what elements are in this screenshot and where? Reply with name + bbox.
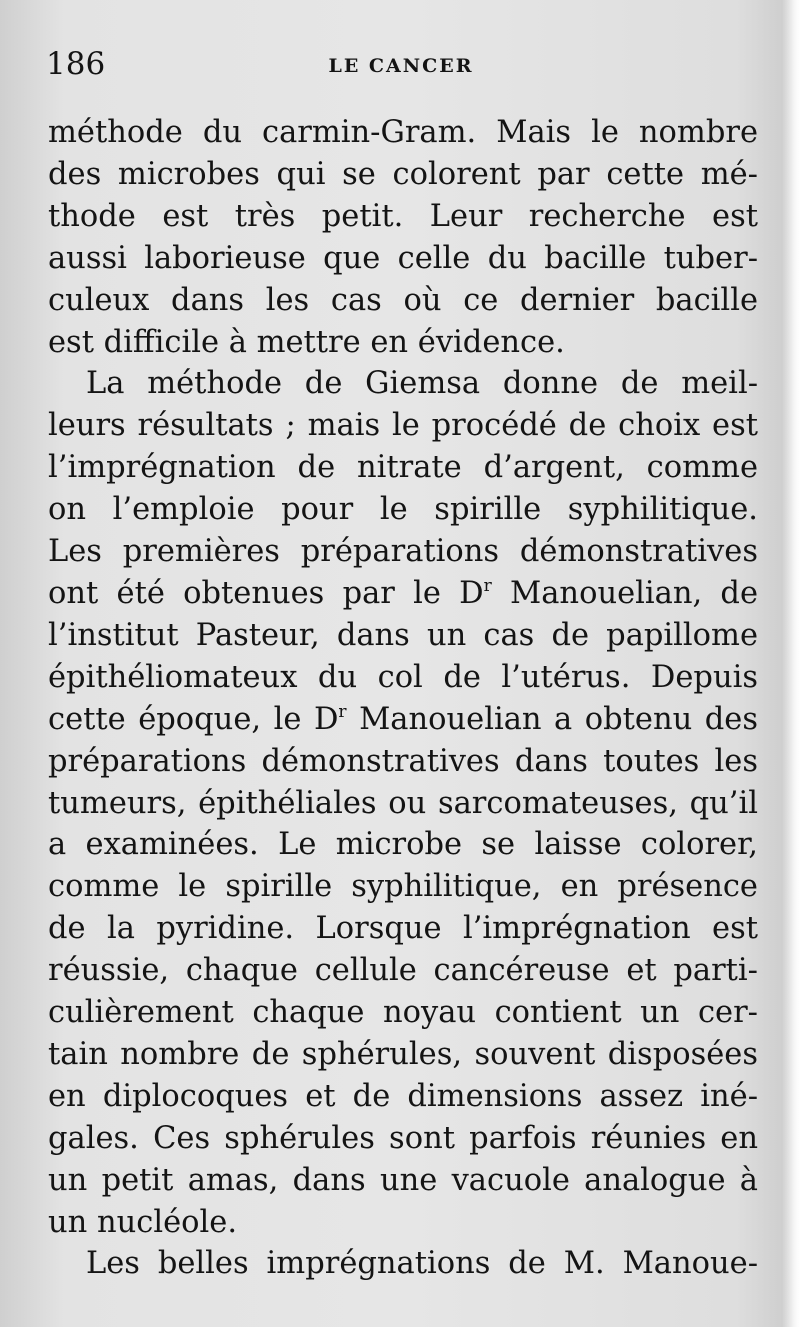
text-line: thode est très petit. Leur recherche est [48, 198, 758, 234]
text-line: a examinées. Le microbe se laisse colorer, [48, 827, 758, 863]
text-line: aussi laborieuse que celle du bacille tuber- [48, 240, 758, 276]
text-line: un nucléole. [48, 1204, 238, 1240]
text-line [48, 699, 758, 741]
text-segment: ont été obtenues par le D [48, 575, 484, 611]
page-number: 186 [46, 46, 106, 82]
text-segment: Manouelian, de [491, 575, 758, 611]
text-line: épithéliomateux du col de l’utérus. Depuis [48, 659, 758, 695]
text-line: réussie, chaque cellule cancéreuse et parti- [48, 953, 758, 989]
text-line: des microbes qui se colorent par cette mé- [48, 156, 758, 192]
text-line: Les belles imprégnations de M. Manoue- [86, 1246, 758, 1282]
text-line: l’institut Pasteur, dans un cas de papillome [48, 617, 758, 653]
text-line: tumeurs, épithéliales ou sarcomateuses, qu’il [48, 785, 758, 821]
text-line: on l’emploie pour le spirille syphilitique. [48, 492, 758, 528]
text-line: est difficile à mettre en évidence. [48, 324, 565, 360]
superscript: r [483, 575, 492, 596]
text-line: La méthode de Giemsa donne de meil- [86, 366, 758, 402]
text-line: de la pyridine. Lorsque l’imprégnation est [48, 911, 758, 947]
text-segment: Manouelian a obtenu des [346, 701, 759, 737]
text-segment: cette époque, le D [48, 701, 339, 737]
text-line: Les premières préparations démonstratives [48, 534, 758, 570]
running-title: LE CANCER [328, 55, 474, 77]
text-line: en diplocoques et de dimensions assez iné- [48, 1078, 758, 1114]
text-line: tain nombre de sphérules, souvent disposées [48, 1036, 758, 1072]
text-line: gales. Ces sphérules sont parfois réunies en [48, 1120, 758, 1156]
text-line: un petit amas, dans une vacuole analogue à [48, 1162, 758, 1198]
body-text [48, 112, 758, 1285]
text-line: culeux dans les cas où ce dernier bacille [48, 282, 758, 318]
text-line: méthode du carmin-Gram. Mais le nombre [48, 115, 758, 150]
running-head [46, 44, 756, 84]
text-line: préparations démonstratives dans toutes les [48, 743, 758, 779]
text-line [48, 573, 758, 615]
text-line: leurs résultats ; mais le procédé de choix est [48, 408, 758, 444]
superscript: r [338, 701, 347, 722]
text-line: culièrement chaque noyau contient un cer- [48, 995, 758, 1031]
text-line: comme le spirille syphilitique, en présence [48, 869, 758, 905]
text-line: l’imprégnation de nitrate d’argent, comme [48, 450, 758, 486]
